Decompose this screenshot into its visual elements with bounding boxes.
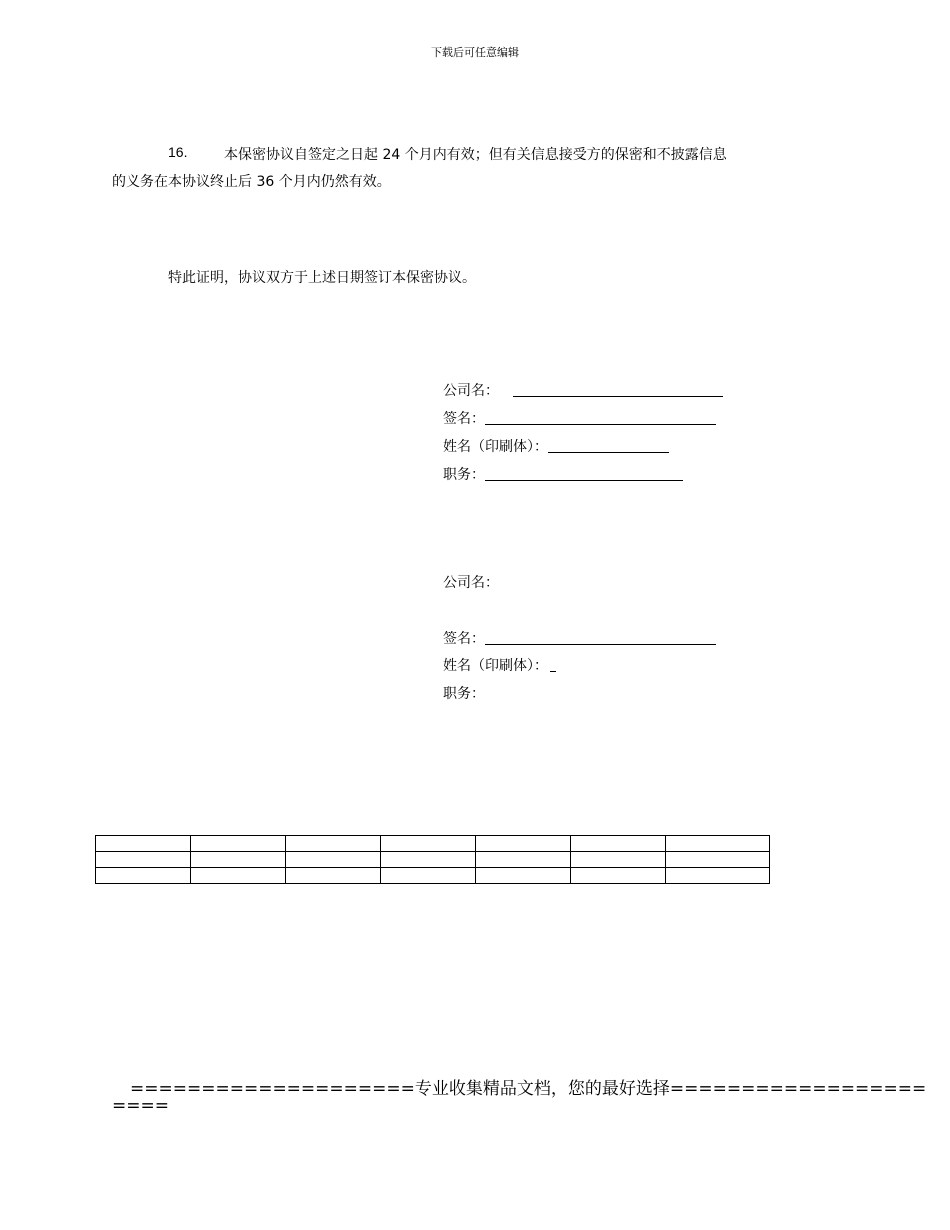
- party1-title-field: [443, 464, 683, 484]
- table-cell: [571, 836, 666, 852]
- party1-name-label: 姓名（印刷体）：: [443, 439, 548, 455]
- table-cell: [381, 852, 476, 868]
- party2-title-field: [443, 683, 485, 703]
- party2-signature-label: 签名：: [443, 631, 485, 647]
- clause-line-2: 的义务在本协议终止后 36 个月内仍然有效。: [112, 174, 391, 190]
- party1-signature-label: 签名：: [443, 411, 485, 427]
- table-cell: [191, 836, 286, 852]
- party2-title-label: 职务：: [443, 686, 485, 702]
- table-cell: [571, 868, 666, 884]
- party2-name-line: [550, 670, 556, 672]
- table-cell: [96, 836, 191, 852]
- empty-table-body: [96, 836, 770, 884]
- clause-number: 16.: [168, 144, 188, 160]
- party1-company-label: 公司名：: [443, 383, 499, 399]
- party1-name-line: [548, 451, 669, 453]
- party2-signature-field: [443, 628, 716, 648]
- page-header: 下载后可任意编辑: [431, 46, 519, 59]
- table-cell: [381, 868, 476, 884]
- party2-company-label: 公司名：: [443, 575, 499, 591]
- party1-company-line: [513, 395, 723, 397]
- empty-table: [95, 835, 770, 884]
- table-cell: [286, 852, 381, 868]
- table-row: [96, 852, 770, 868]
- table-cell: [571, 852, 666, 868]
- party1-signature-line: [485, 423, 716, 425]
- party2-company-field: [443, 572, 499, 592]
- table-row: [96, 868, 770, 884]
- table-cell: [191, 868, 286, 884]
- party1-title-line: [485, 479, 683, 481]
- party1-company-field: [443, 380, 723, 400]
- table-cell: [666, 852, 770, 868]
- party2-signature-line: [485, 643, 716, 645]
- party2-name-label: 姓名（印刷体）：: [443, 658, 548, 674]
- party1-name-field: [443, 436, 669, 456]
- witness-statement: 特此证明，协议双方于上述日期签订本保密协议。: [168, 270, 476, 286]
- party1-title-label: 职务：: [443, 467, 485, 483]
- footer-line-2: ====: [112, 1096, 169, 1116]
- party2-name-field: [443, 655, 556, 675]
- table-cell: [476, 868, 571, 884]
- table-cell: [476, 852, 571, 868]
- footer-line-1: ====================专业收集精品文档，您的最好选择==================: [130, 1079, 927, 1099]
- table-cell: [666, 868, 770, 884]
- table-cell: [381, 836, 476, 852]
- table-cell: [96, 868, 191, 884]
- table-row: [96, 836, 770, 852]
- table-cell: [476, 836, 571, 852]
- table-cell: [666, 836, 770, 852]
- table-cell: [96, 852, 191, 868]
- table-cell: [286, 836, 381, 852]
- clause-line-1: 本保密协议自签定之日起 24 个月内有效；但有关信息接受方的保密和不披露信息: [224, 147, 727, 163]
- table-cell: [191, 852, 286, 868]
- table-cell: [286, 868, 381, 884]
- party1-signature-field: [443, 408, 716, 428]
